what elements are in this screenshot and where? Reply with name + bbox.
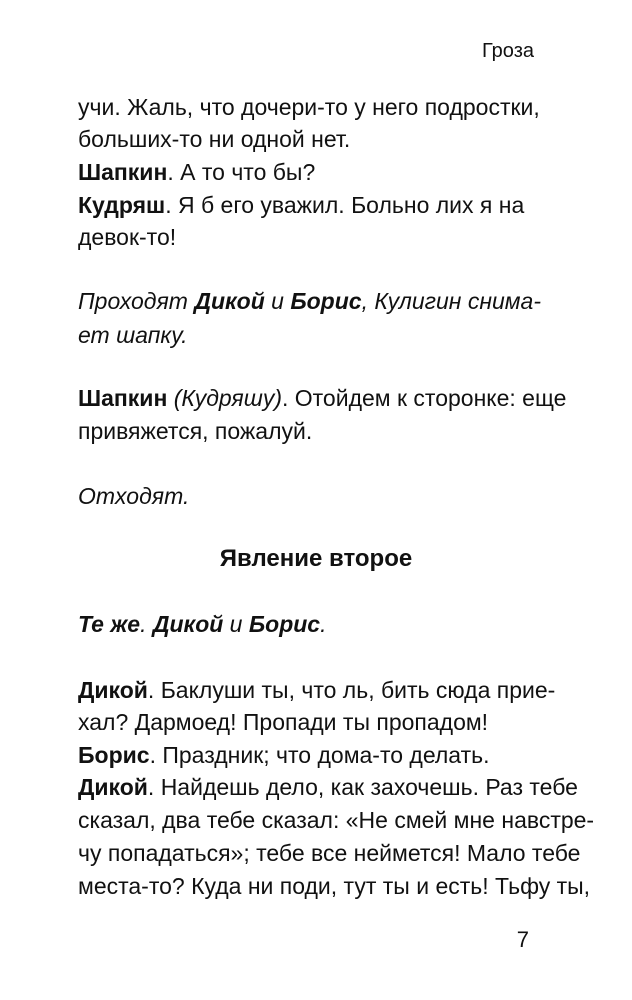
character-name: Те же (78, 611, 141, 637)
speaker-name: Дикой (78, 677, 148, 703)
dialogue-line (78, 740, 508, 770)
text-line: хал? Дармоед! Пропади ты пропадом! (78, 709, 489, 735)
text-line: сказал, два тебе сказал: «Не смей мне навстре- (78, 807, 595, 833)
stage-text: . (140, 611, 153, 637)
dialogue-line (78, 190, 525, 220)
character-name: Борис (248, 611, 321, 637)
speaker-name: Дикой (78, 774, 148, 800)
stage-text: , Кулигин снима- (361, 288, 541, 314)
speech-text: . Найдешь дело, как захочешь. Раз тебе (147, 774, 578, 800)
stage-direction (78, 609, 508, 639)
stage-direction-cont: ет шапку. (78, 322, 188, 348)
speech-text: . Я б его уважил. Больно лих я на (165, 192, 525, 218)
text-line: учи. Жаль, что дочери-то у него подростки, (78, 94, 540, 120)
stage-aside: (Кудряшу) (167, 385, 282, 411)
page-number: 7 (516, 927, 529, 952)
stage-direction: Отходят. (78, 483, 190, 509)
speech-text: . Баклуши ты, что ль, бить сюда прие- (147, 677, 556, 703)
stage-direction (78, 286, 541, 316)
stage-text: и (223, 611, 249, 637)
dialogue-line (78, 772, 578, 802)
speech-text: . Отойдем к сторонке: еще (281, 385, 567, 411)
text-line: привяжется, пожалуй. (78, 418, 313, 444)
text-line: больших-то ни одной нет. (78, 126, 351, 152)
running-title: Гроза (481, 40, 534, 62)
stage-text: Проходят (78, 288, 195, 314)
speaker-name: Борис (78, 742, 150, 768)
text-line: чу попадаться»; тебе все неймется! Мало тебе (78, 840, 581, 866)
character-name: Дикой (194, 288, 265, 314)
dialogue-line (78, 675, 556, 705)
character-name: Дикой (152, 611, 224, 637)
speech-text: . Праздник; что дома-то делать. (149, 742, 490, 768)
speaker-name: Шапкин (78, 385, 168, 411)
scene-heading: Явление второе (219, 545, 413, 572)
speaker-name: Кудряш (78, 192, 166, 218)
text-line: девок-то! (78, 224, 177, 250)
dialogue-line (78, 157, 508, 187)
speaker-name: Шапкин (78, 159, 168, 185)
speech-text: . А то что бы? (167, 159, 316, 185)
text-line: места-то? Куда ни поди, тут ты и есть! Тьфу ты, (78, 873, 591, 899)
stage-text: и (264, 288, 291, 314)
stage-text: . (320, 611, 327, 637)
dialogue-line (78, 383, 567, 413)
character-name: Борис (290, 288, 362, 314)
